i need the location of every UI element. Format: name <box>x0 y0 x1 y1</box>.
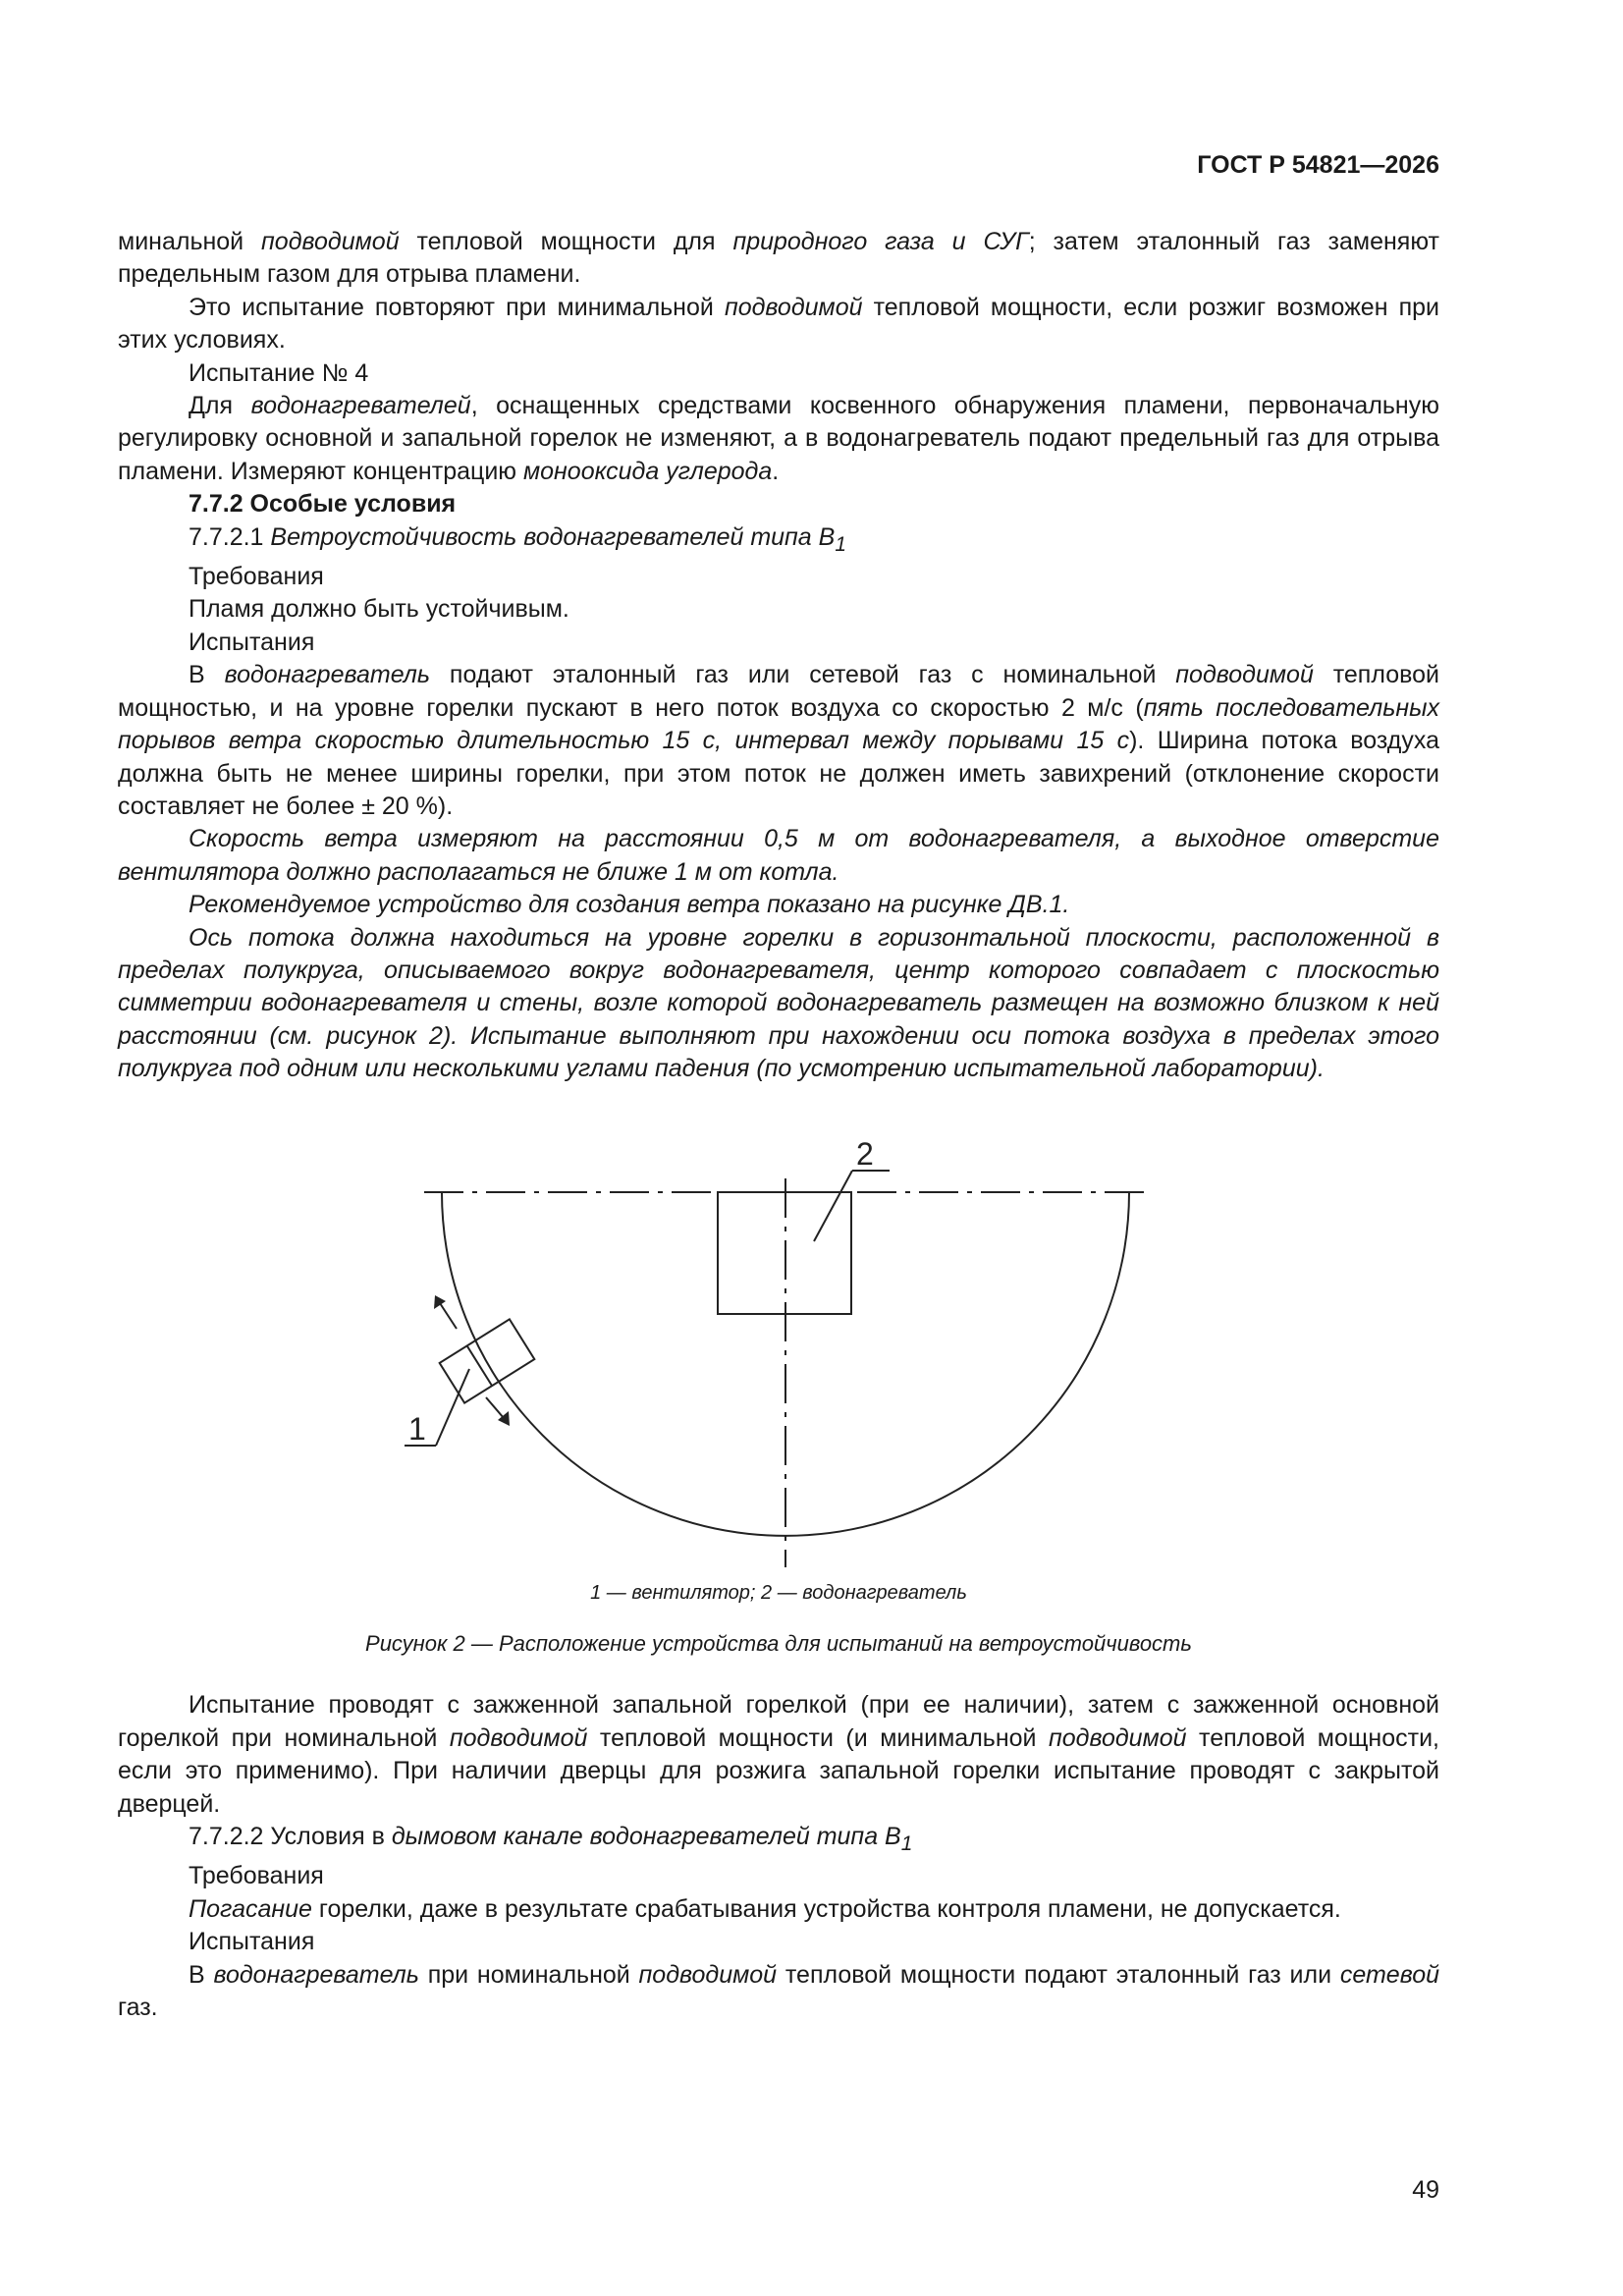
paragraph: Ось потока должна находиться на уровне горелки в горизонтальной плоскости, расположенной в пределах полукруга, описываемого вокруг водонагревателя, центр которого совпадает с плоскостью симметрии водонагревателя и стены, возле которой водонагреватель размещен на возможно близком к ней расстоянии (см. рисунок 2). Испытание выполняют при нахождении оси потока воздуха в пределах этого полукруга под одним или несколькими углами падения (по усмотрению испытательной лаборатории). <box>118 923 1439 1083</box>
paragraph: В водонагреватель подают эталонный газ или сетевой газ с номинальной подводимой тепловой мощностью, и на уровне горелки пускают в него поток воздуха со скоростью 2 м/с (пять последовательных порывов ветра скоростью длительностью 15 с, интервал между порывами 15 с). Ширина потока воздуха должна быть не менее ширины горелки, при этом поток не должен иметь завихрений (отклонение скорости составляет не более ± 20 %). <box>118 661 1440 820</box>
paragraph: Для водонагревателей, оснащенных средствами косвенного обнаружения пламени, первоначальную регулировку основной и запальной горелок не изменяют, а в водонагреватель подают предельный газ для отрыва пламени. Измеряют концентрацию монооксида углерода. <box>118 392 1439 485</box>
paragraph: минальной подводимой тепловой мощности для природного газа и СУГ; затем эталонный газ заменяют предельным газом для отрыва пламени. <box>118 228 1439 289</box>
label-1: 1 <box>408 1410 426 1447</box>
paragraph: Требования <box>189 563 324 591</box>
figure-caption: Рисунок 2 — Расположение устройства для испытаний на ветроустойчивость <box>365 1630 1192 1656</box>
label-1-leader <box>436 1369 469 1446</box>
paragraph: Пламя должно быть устойчивым. <box>189 595 569 624</box>
page-content <box>118 226 1439 2024</box>
section-heading: 7.7.2 Особые условия <box>189 490 457 519</box>
paragraph: Скорость ветра измеряют на расстоянии 0,5 м от водонагревателя, а выходное отверстие вентилятора должно располагаться не ближе 1 м от котла. <box>118 825 1439 886</box>
arrow-up-line <box>440 1303 457 1329</box>
paragraph: Испытания <box>189 1928 315 1956</box>
document-id: ГОСТ Р 54821—2026 <box>1197 151 1439 179</box>
paragraph: Погасание горелки, даже в результате срабатывания устройства контроля пламени, не допускается. <box>189 1894 1341 1923</box>
paragraph: Рекомендуемое устройство для создания ветра показано на рисунке ДВ.1. <box>189 891 1070 919</box>
paragraph: Требования <box>189 1862 324 1890</box>
figure-2 <box>118 1106 1439 1567</box>
arrow-up-head <box>434 1295 446 1309</box>
wind-test-diagram <box>118 1106 1439 1567</box>
figure-legend: 1 — вентилятор; 2 — водонагреватель <box>590 1581 967 1604</box>
paragraph: Испытание проводят с зажженной запальной горелкой (при ее наличии), затем с зажженной основной горелкой при номинальной подводимой тепловой мощности (и минимальной подводимой тепловой мощности, если это применимо). При наличии дверцы для розжига запальной горелки испытание проводят с закрытой дверцей. <box>118 1691 1440 1818</box>
paragraph: Испытания <box>189 628 315 656</box>
label-2: 2 <box>856 1135 874 1172</box>
paragraph: Это испытание повторяют при минимальной подводимой тепловой мощности, если розжиг возможен при этих условиях. <box>118 293 1439 355</box>
label-2-leader <box>814 1171 852 1241</box>
paragraph: Испытание № 4 <box>189 358 369 387</box>
paragraph: В водонагреватель при номинальной подводимой тепловой мощности подают эталонный газ или сетевой газ. <box>118 1960 1440 2022</box>
subsection-heading: 7.7.2.2 Условия в дымовом канале водонагревателей типа $В_1$ <box>189 1823 913 1855</box>
subsection-heading: 7.7.2.1 Ветроустойчивость водонагревателей типа $В_1$ <box>189 522 846 556</box>
page-number: 49 <box>1412 2176 1439 2204</box>
arrow-down-line <box>486 1397 504 1418</box>
